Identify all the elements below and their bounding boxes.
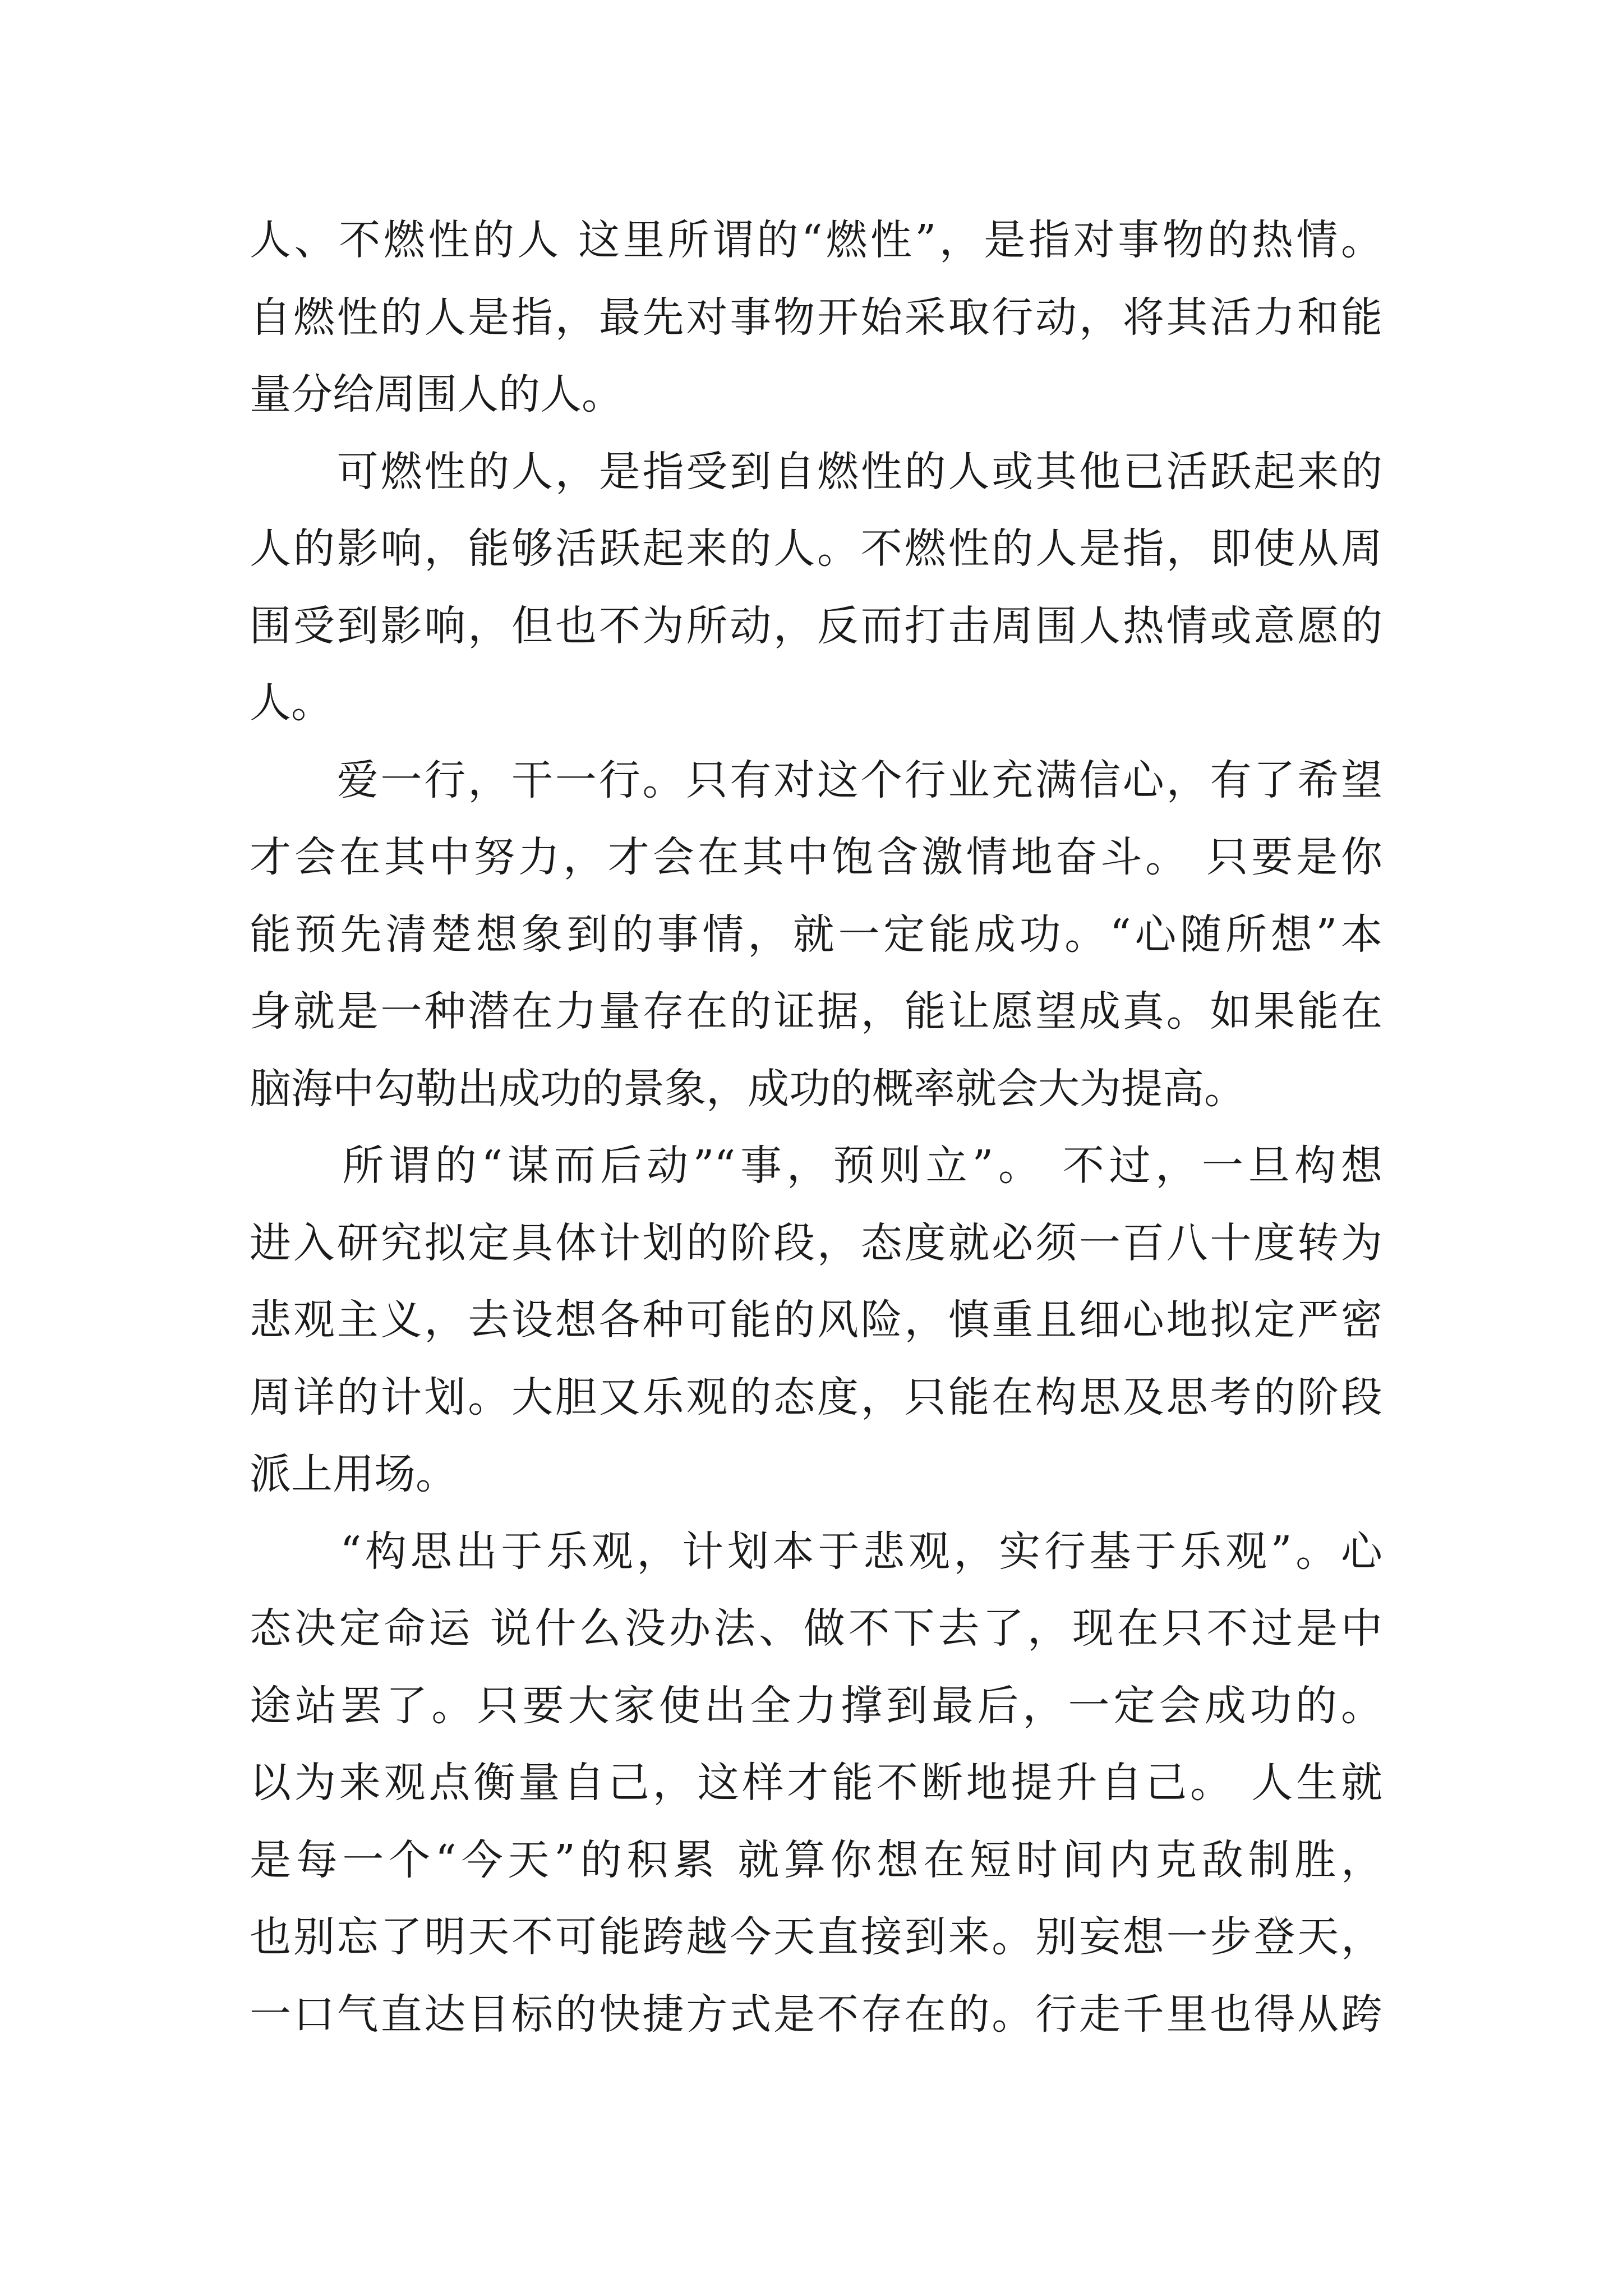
text-line: 人的影响，能够活跃起来的人。不燃性的人是指，即使从周 — [250, 524, 1382, 573]
text-line: 爱一行，干一行。只有对这个行业充满信心，有了希望 — [250, 756, 1382, 804]
text-line: 人、不燃性的人 这里所谓的“燃性”，是指对事物的热情。 — [250, 216, 1382, 264]
text-line: 途站罢了。只要大家使出全力撑到最后，一定会成功的。 — [250, 1681, 1382, 1730]
text-line: “构思出于乐观，计划本于悲观，实行基于乐观”。心 — [250, 1527, 1382, 1576]
body-text — [250, 202, 1382, 2053]
text-line: 围受到影响，但也不为所动，反而打击周围人热情或意愿的 — [250, 601, 1382, 650]
text-line: 人。 — [250, 679, 333, 727]
text-line: 身就是一种潜在力量存在的证据，能让愿望成真。如果能在 — [250, 987, 1382, 1036]
text-line: 悲观主义，去设想各种可能的风险，慎重且细心地拟定严密 — [250, 1296, 1382, 1344]
text-line: 能预先清楚想象到的事情，就一定能成功。“心随所想”本 — [250, 910, 1382, 959]
text-line: 才会在其中努力，才会在其中饱含激情地奋斗。 只要是你 — [250, 833, 1382, 881]
text-line: 是每一个“今天”的积累 就算你想在短时间内克敌制胜， — [250, 1835, 1382, 1884]
text-line: 进入研究拟定具体计划的阶段，态度就必须一百八十度转为 — [250, 1218, 1382, 1267]
text-line: 以为来观点衡量自己，这样才能不断地提升自己。 人生就 — [250, 1759, 1382, 1807]
text-line: 可燃性的人，是指受到自燃性的人或其他已活跃起来的 — [250, 447, 1382, 496]
text-line: 自燃性的人是指，最先对事物开始采取行动，将其活力和能 — [250, 293, 1382, 342]
text-line: 所谓的“谋而后动”“事，预则立”。 不过，一旦构想 — [250, 1142, 1382, 1190]
text-line: 派上用场。 — [250, 1450, 457, 1498]
text-line: 量分给周围人的人。 — [250, 370, 623, 418]
text-line: 脑海中勾勒出成功的景象，成功的概率就会大为提高。 — [250, 1064, 1246, 1113]
text-line: 态决定命运 说什么没办法、做不下去了，现在只不过是中 — [250, 1604, 1382, 1653]
text-line: 一口气直达目标的快捷方式是不存在的。行走千里也得从跨 — [250, 1990, 1382, 2039]
text-line: 也别忘了明天不可能跨越今天直接到来。别妄想一步登天， — [250, 1913, 1382, 1961]
text-line: 周详的计划。大胆又乐观的态度，只能在构思及思考的阶段 — [250, 1373, 1382, 1421]
